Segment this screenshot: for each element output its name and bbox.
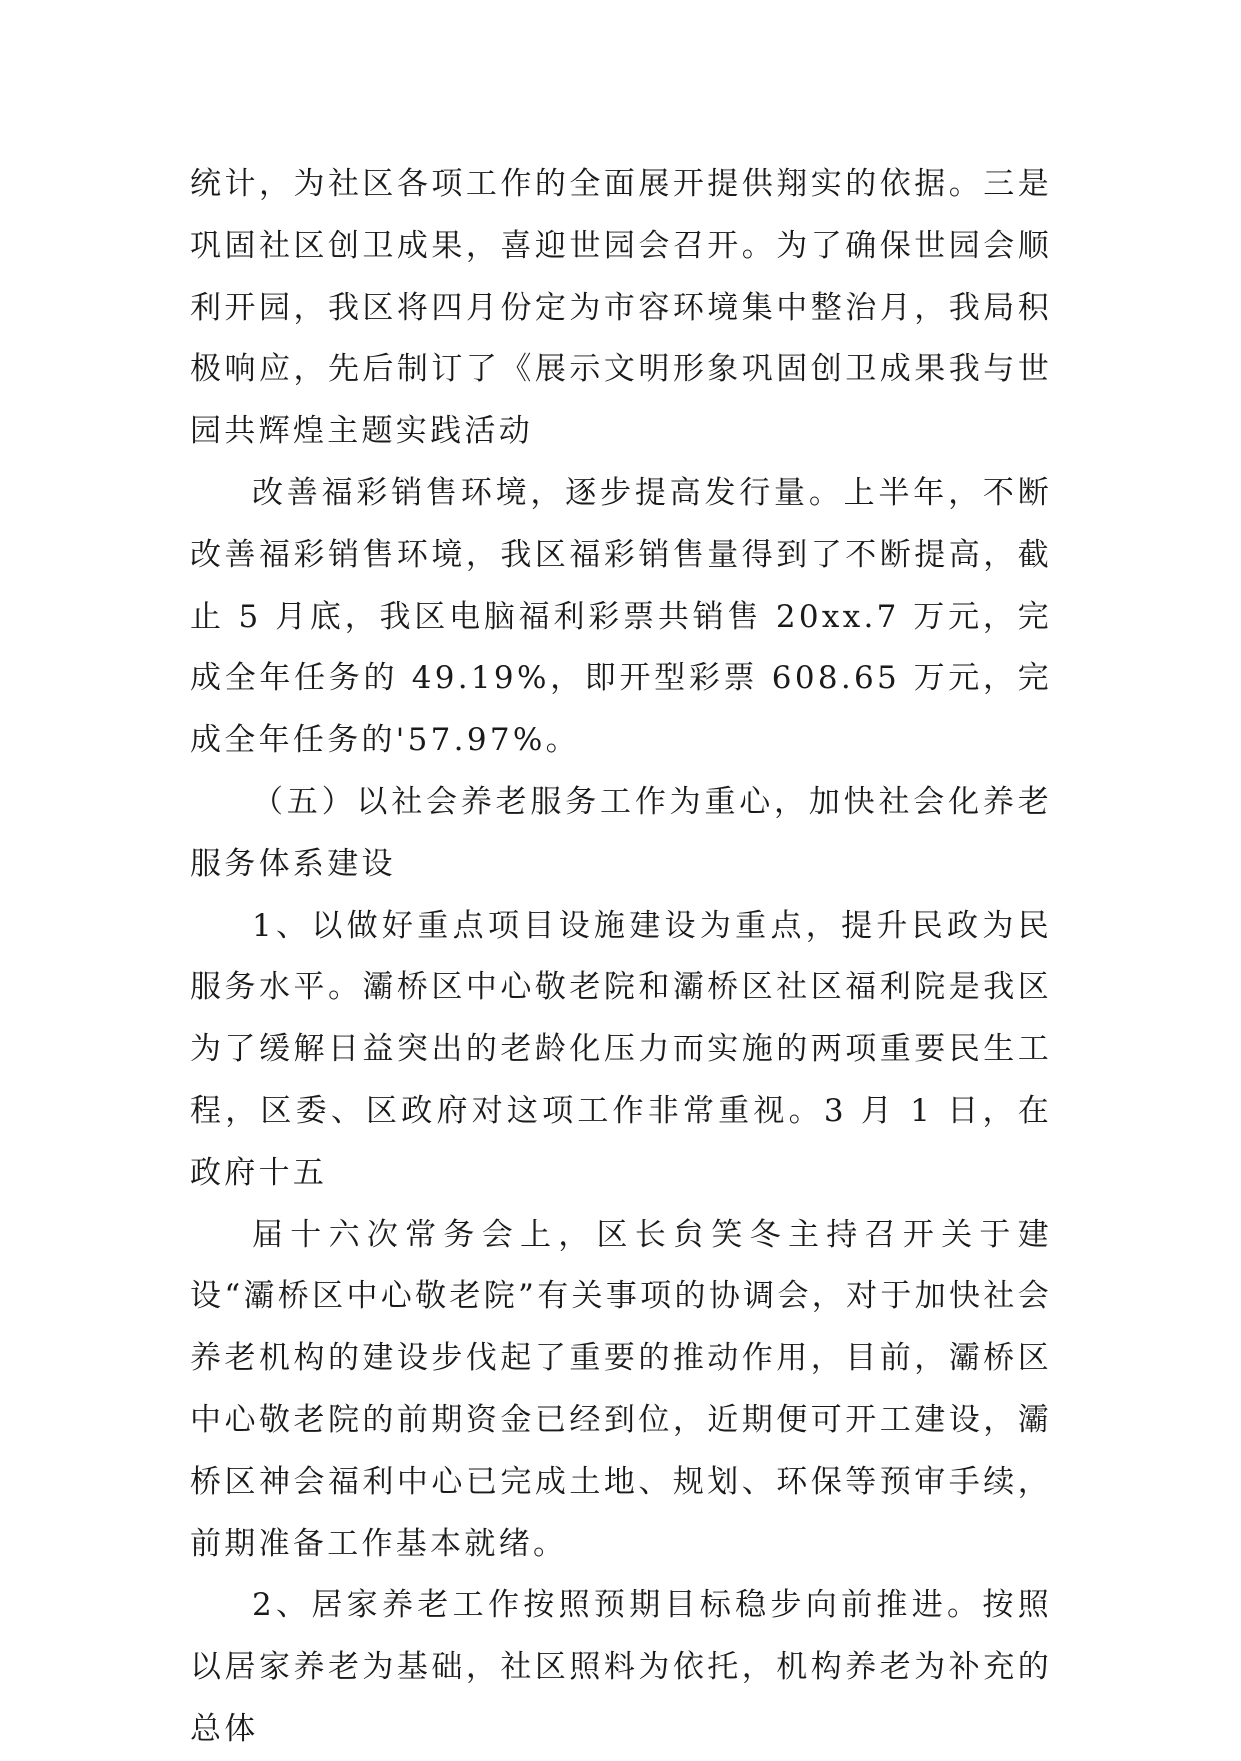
paragraph-3-heading: （五）以社会养老服务工作为重心，加快社会化养老服务体系建设: [190, 783, 1052, 882]
paragraph-6: 2、居家养老工作按照预期目标稳步向前推进。按照以居家养老为基础，社区照料为依托，机构养老为补充的总体: [190, 1587, 1052, 1747]
paragraph-2: 改善福彩销售环境，逐步提高发行量。上半年，不断改善福彩销售环境，我区福彩销售量得到了不断提高，截止 5 月底，我区电脑福利彩票共销售 20xx.7 万元，完成全年任务的 49.19%，即开型彩票 608.65 万元，完成全年任务的'57.97%。: [190, 474, 1052, 759]
paragraph-4: 1、以做好重点项目设施建设为重点，提升民政为民服务水平。灞桥区中心敬老院和灞桥区社区福利院是我区为了缓解日益突出的老龄化压力而实施的两项重要民生工程，区委、区政府对这项工作非常重视。3 月 1 日，在政府十五: [190, 907, 1052, 1191]
paragraph-5: 届十六次常务会上，区长贠笑冬主持召开关于建设“灞桥区中心敬老院”有关事项的协调会，对于加快社会养老机构的建设步伐起了重要的推动作用，目前，灞桥区中心敬老院的前期资金已经到位，近期便可开工建设，灞桥区神会福利中心已完成土地、规划、环保等预审手续，前期准备工作基本就绪。: [190, 1216, 1052, 1562]
paragraph-1: 统计，为社区各项工作的全面展开提供翔实的依据。三是巩固社区创卫成果，喜迎世园会召开。为了确保世园会顺利开园，我区将四月份定为市容环境集中整治月，我局积极响应，先后制订了《展示文明形象巩固创卫成果我与世园共辉煌主题实践活动: [190, 166, 1052, 450]
document-body: [190, 154, 1052, 1761]
